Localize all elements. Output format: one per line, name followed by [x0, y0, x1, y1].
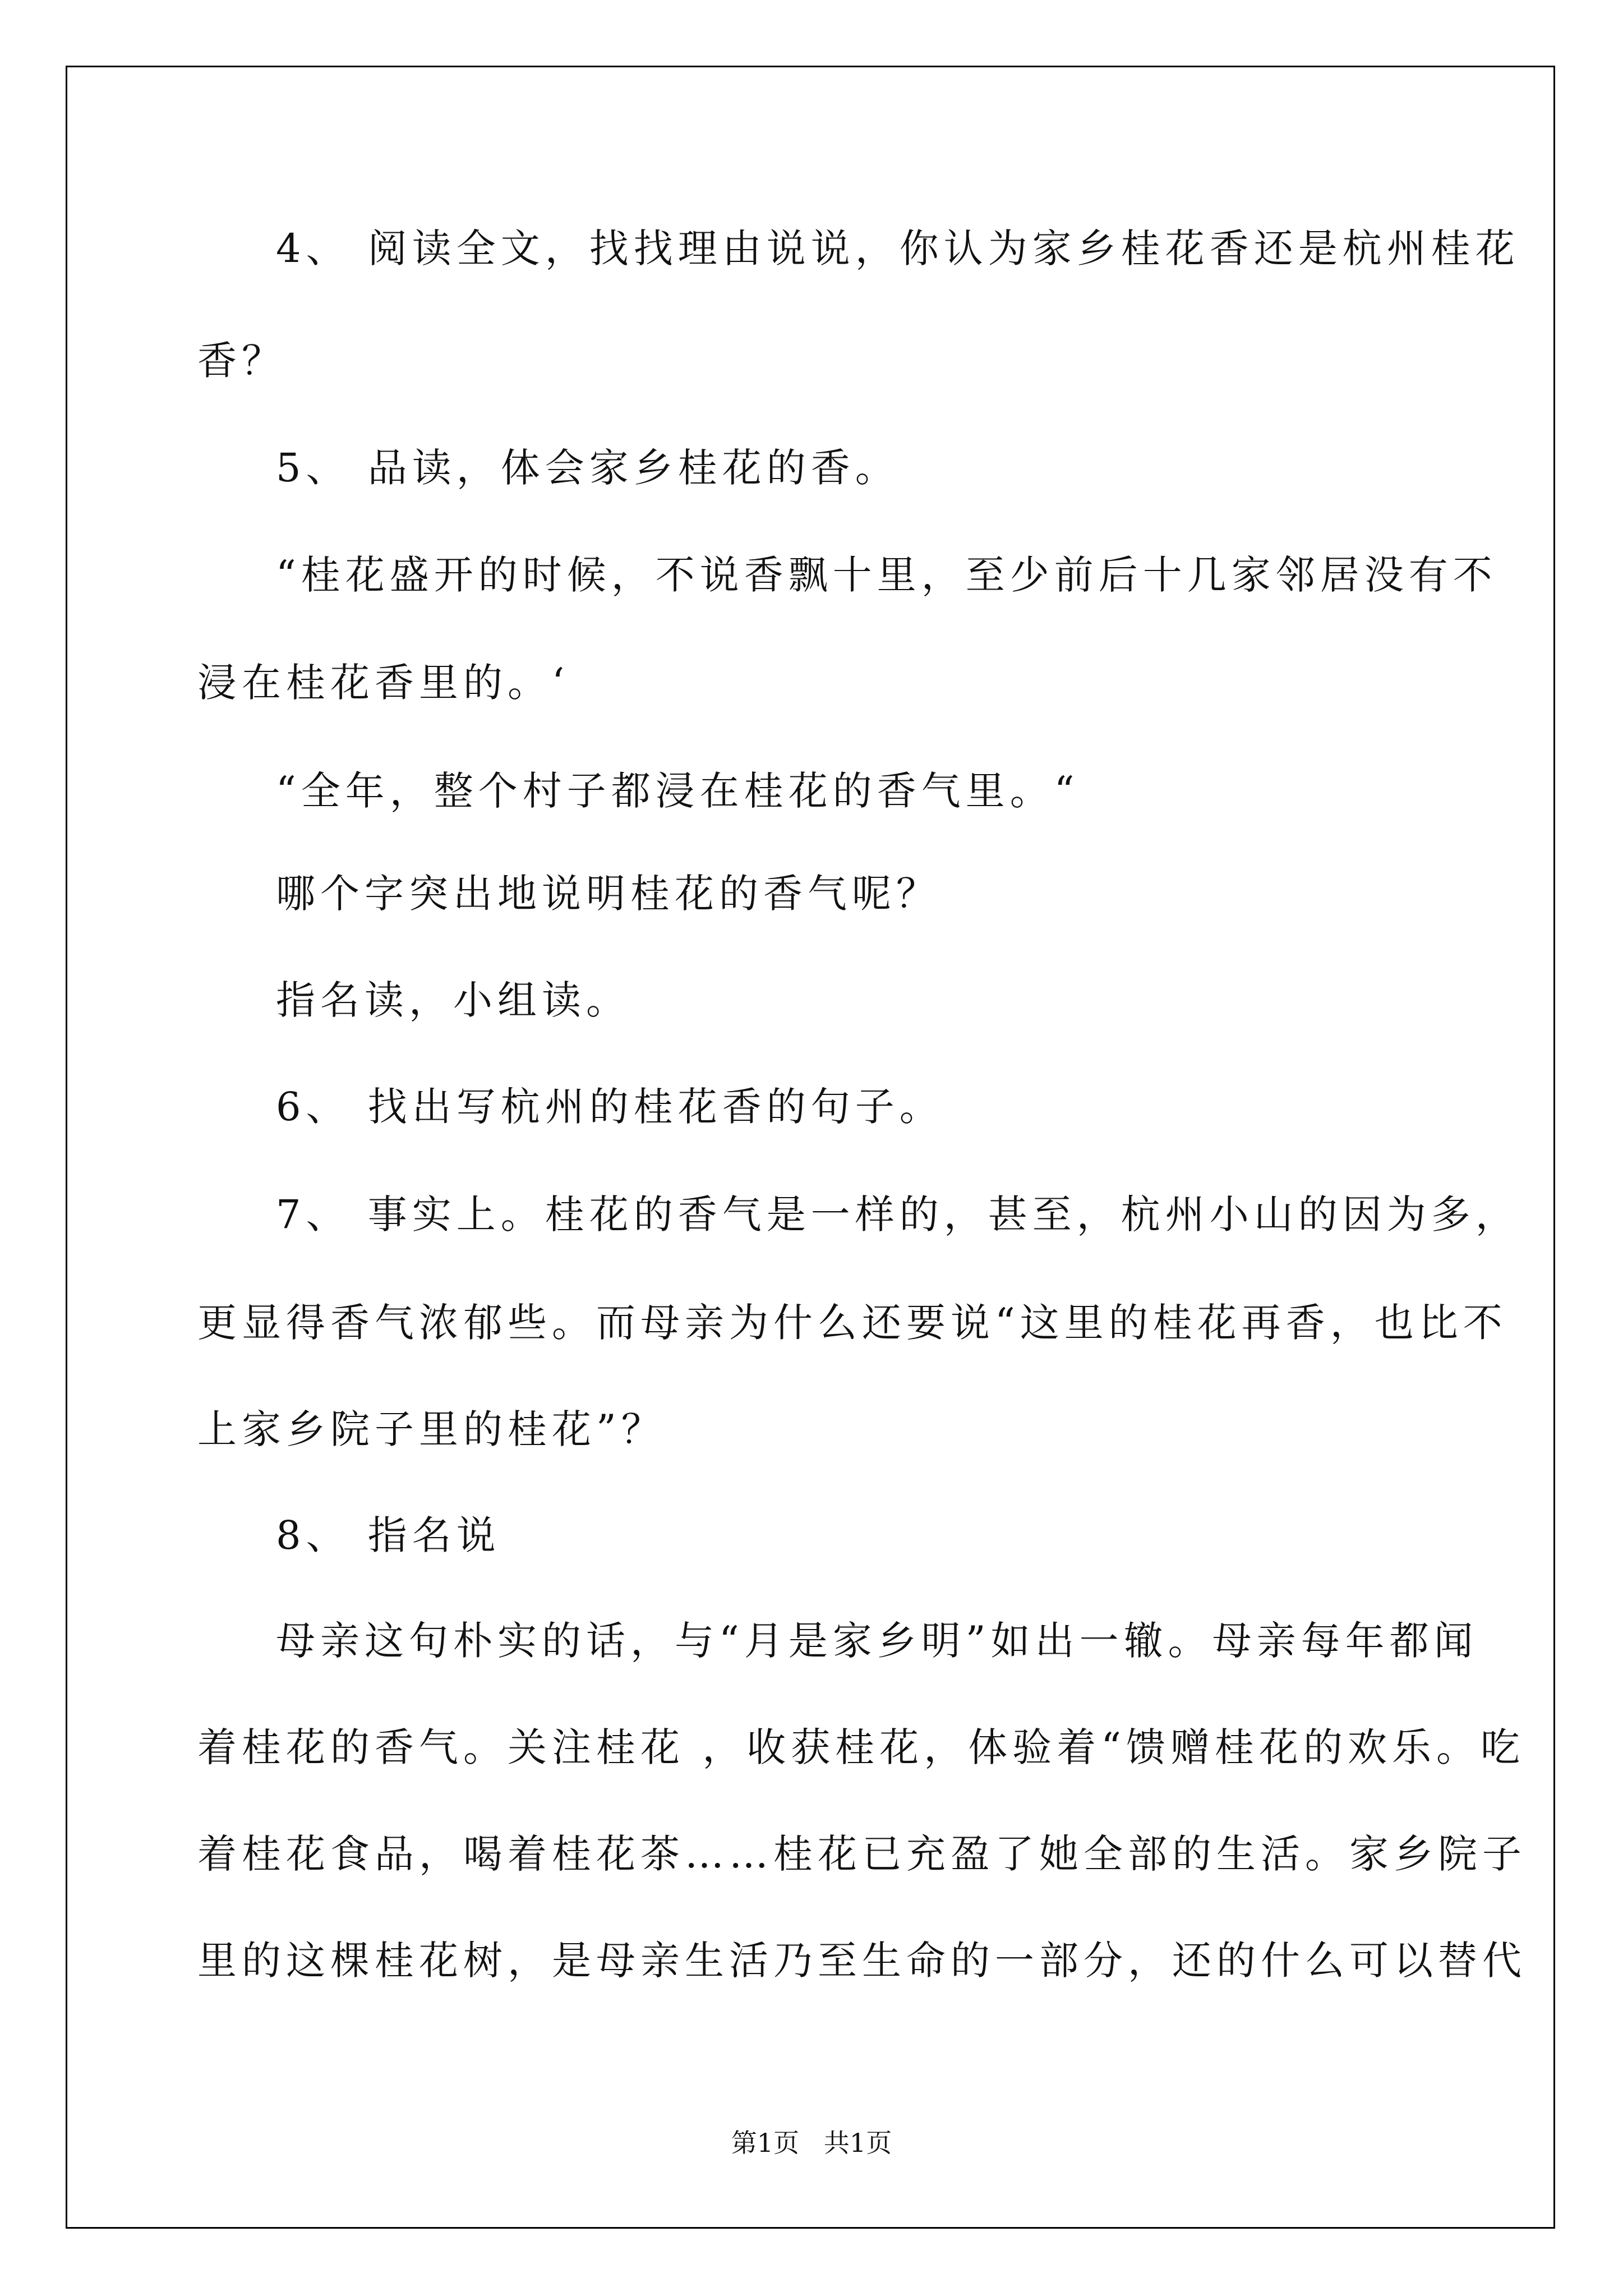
text-line-q7-cont1: 更显得香气浓郁些。而母亲为什么还要说“这里的桂花再香，也比不	[197, 1300, 1507, 1346]
text-line-q7-cont2: 上家乡院子里的桂花”？	[197, 1406, 666, 1452]
text-line-para2: 着桂花的香气。关注桂花 ，收获桂花，体验着“馈赠桂花的欢乐。吃	[197, 1724, 1525, 1770]
text-line-quote1-cont: 浸在桂花香里的。‘	[197, 660, 570, 706]
text-line-para3: 着桂花食品，喝着桂花茶……桂花已充盈了她全部的生活。家乡院子	[197, 1831, 1527, 1877]
text-line-reading: 指名读，小组读。	[276, 977, 630, 1023]
text-line-q7: 7、 事实上。桂花的香气是一样的，甚至，杭州小山的因为多，	[276, 1191, 1520, 1237]
text-line-question: 哪个字突出地说明桂花的香气呢？	[276, 871, 940, 917]
text-line-para4: 里的这棵桂花树，是母亲生活乃至生命的一部分，还的什么可以替代	[197, 1938, 1527, 1984]
text-line-q5: 5、 品读，体会家乡桂花的香。	[276, 445, 900, 491]
text-line-q6: 6、 找出写杭州的桂花香的句子。	[276, 1084, 944, 1130]
text-line-q8: 8、 指名说	[276, 1512, 501, 1558]
page-footer: 第1页 共1页	[731, 2128, 892, 2158]
text-line-q4-cont: 香？	[197, 338, 286, 384]
text-line-quote1: “桂花盛开的时候，不说香飘十里，至少前后十几家邻居没有不	[276, 552, 1497, 598]
text-line-quote2: “全年，整个村子都浸在桂花的香气里。“	[276, 768, 1080, 814]
page-border	[66, 66, 1555, 2229]
text-line-para1: 母亲这句朴实的话，与“月是家乡明”如出一辙。母亲每年都闻	[276, 1618, 1478, 1664]
text-line-q4: 4、 阅读全文，找找理由说说，你认为家乡桂花香还是杭州桂花	[276, 226, 1520, 272]
